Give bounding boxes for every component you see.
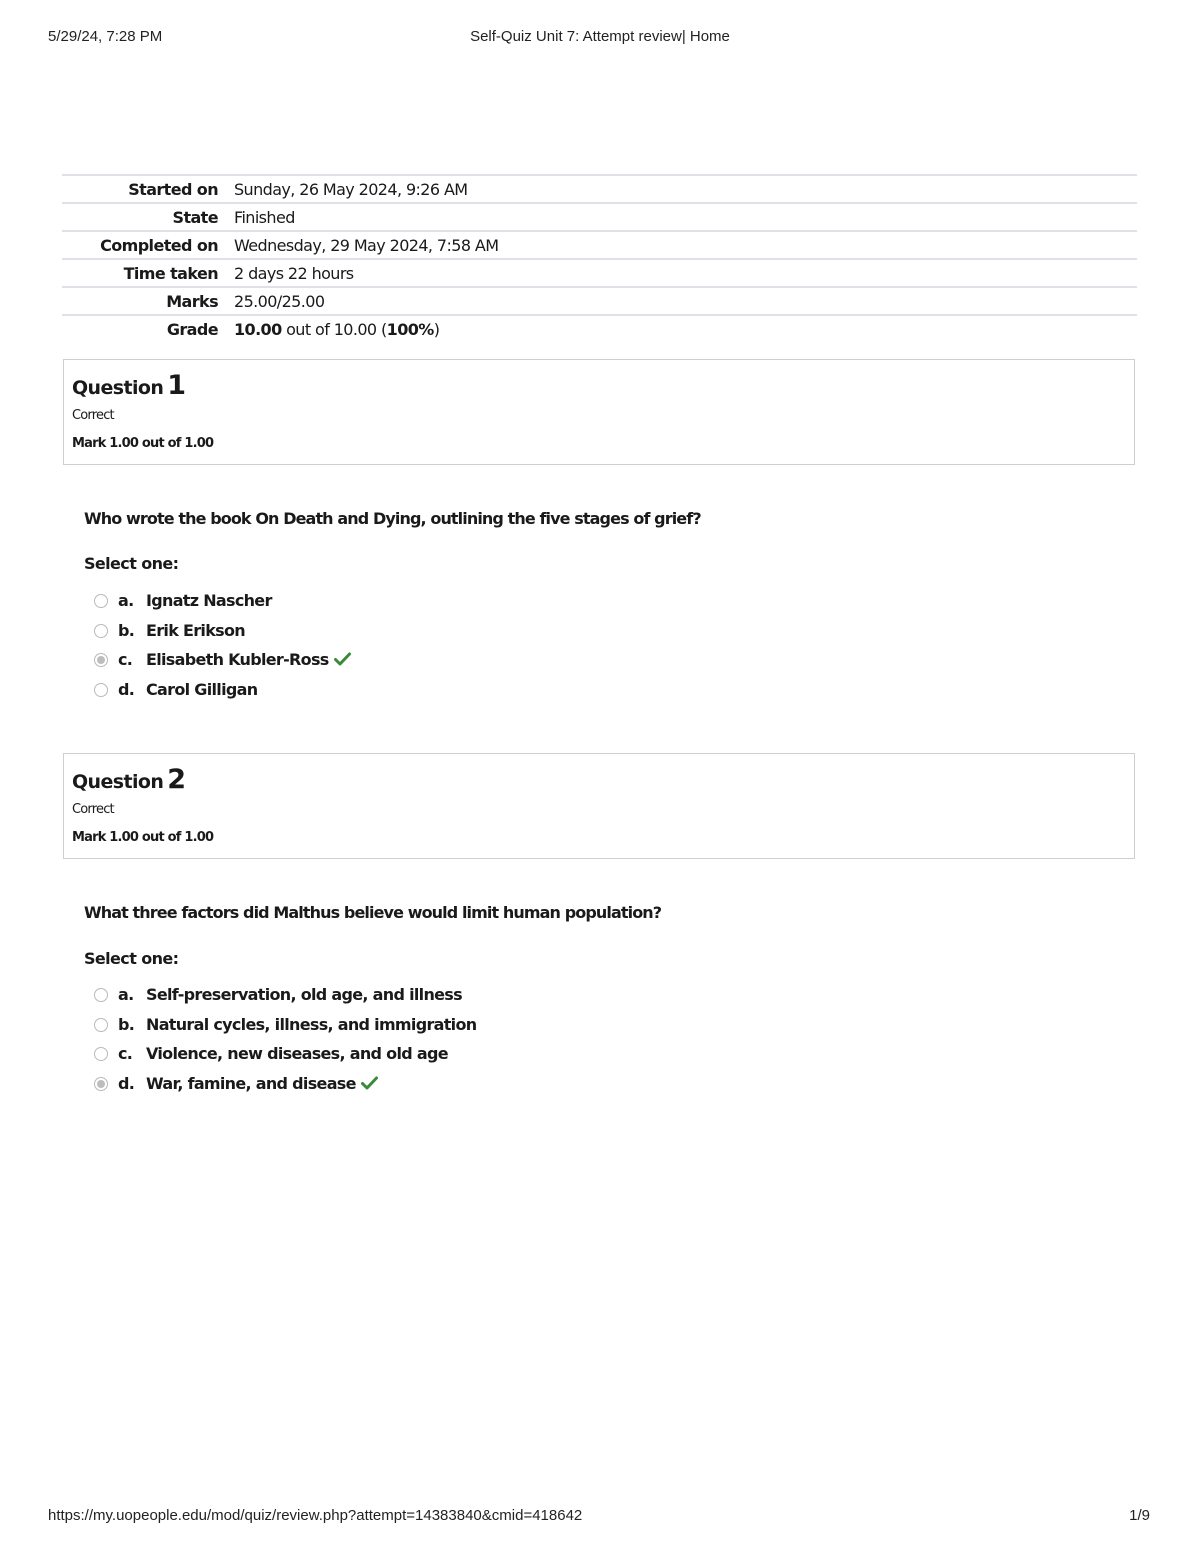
question-1-info	[63, 359, 1135, 465]
answer-text: Carol Gilligan	[146, 679, 258, 699]
grade-score: 10.00	[234, 320, 282, 339]
radio-button[interactable]	[94, 624, 108, 638]
started-on-label: Started on	[62, 175, 234, 203]
question-2-prompt: Select one:	[84, 949, 179, 968]
question-2-grade: Mark 1.00 out of 1.00	[72, 830, 214, 845]
grade-label: Grade	[62, 315, 234, 343]
answer-letter: d.	[118, 1073, 135, 1093]
print-title: Self-Quiz Unit 7: Attempt review| Home	[470, 28, 730, 45]
answer-letter: b.	[118, 620, 135, 640]
summary-row-completed	[62, 231, 1137, 259]
answer-text: Violence, new diseases, and old age	[146, 1044, 448, 1063]
question-2-text: What three factors did Malthus believe would limit human population?	[84, 903, 662, 922]
grade-rest: out of 10.00 (	[281, 320, 387, 339]
time-taken-value: 2 days 22 hours	[234, 259, 1137, 287]
state-label: State	[62, 203, 234, 231]
summary-row-started	[62, 175, 1137, 203]
time-taken-label: Time taken	[62, 259, 234, 287]
question-1-state: Correct	[72, 408, 114, 423]
question-1-grade: Mark 1.00 out of 1.00	[72, 436, 214, 451]
marks-value: 25.00/25.00	[234, 287, 1137, 315]
answer-text: Natural cycles, illness, and immigration	[146, 1014, 477, 1034]
print-date: 5/29/24, 7:28 PM	[48, 28, 163, 45]
answer-letter: d.	[118, 679, 135, 699]
answer-text: Ignatz Nascher	[146, 591, 272, 610]
question-1-title	[72, 370, 185, 401]
radio-button-selected[interactable]	[94, 1077, 108, 1091]
summary-row-state	[62, 203, 1137, 231]
question-2-state: Correct	[72, 802, 114, 817]
answer-text: Self-preservation, old age, and illness	[146, 985, 462, 1004]
state-value: Finished	[234, 203, 1137, 231]
question-number: 2	[167, 764, 186, 795]
radio-button[interactable]	[94, 988, 108, 1002]
question-number: 1	[167, 370, 186, 401]
radio-button-selected[interactable]	[94, 653, 108, 667]
check-icon	[334, 652, 351, 666]
question-2-title	[72, 764, 185, 795]
print-footer	[48, 1507, 1150, 1527]
question-label: Question	[72, 771, 164, 793]
answer-letter: c.	[118, 650, 133, 669]
radio-button[interactable]	[94, 683, 108, 697]
attempt-summary-table	[62, 174, 1137, 343]
answer-letter: a.	[118, 985, 134, 1004]
check-icon	[361, 1076, 378, 1090]
grade-close: )	[433, 320, 440, 339]
completed-on-label: Completed on	[62, 231, 234, 259]
answer-letter: b.	[118, 1014, 135, 1034]
page-number: 1/9	[1129, 1507, 1150, 1524]
question-2-info	[63, 753, 1135, 859]
summary-row-time	[62, 259, 1137, 287]
question-1-text: Who wrote the book On Death and Dying, outlining the five stages of grief?	[84, 509, 701, 528]
question-1-prompt: Select one:	[84, 554, 179, 573]
summary-row-marks	[62, 287, 1137, 315]
marks-label: Marks	[62, 287, 234, 315]
page-url: https://my.uopeople.edu/mod/quiz/review.php?attempt=14383840&cmid=418642	[48, 1507, 583, 1524]
answer-text: Erik Erikson	[146, 620, 245, 640]
answer-letter: c.	[118, 1044, 133, 1063]
print-header	[48, 28, 1152, 48]
grade-value	[234, 315, 1137, 343]
started-on-value: Sunday, 26 May 2024, 9:26 AM	[234, 175, 1137, 203]
answer-text: War, famine, and disease	[146, 1074, 378, 1093]
answer-letter: a.	[118, 591, 134, 610]
summary-row-grade	[62, 315, 1137, 343]
answer-text: Elisabeth Kubler-Ross	[146, 650, 351, 669]
completed-on-value: Wednesday, 29 May 2024, 7:58 AM	[234, 231, 1137, 259]
question-label: Question	[72, 377, 164, 399]
grade-percent: 100%	[386, 320, 434, 339]
radio-button[interactable]	[94, 1018, 108, 1032]
radio-button[interactable]	[94, 1047, 108, 1061]
radio-button[interactable]	[94, 594, 108, 608]
